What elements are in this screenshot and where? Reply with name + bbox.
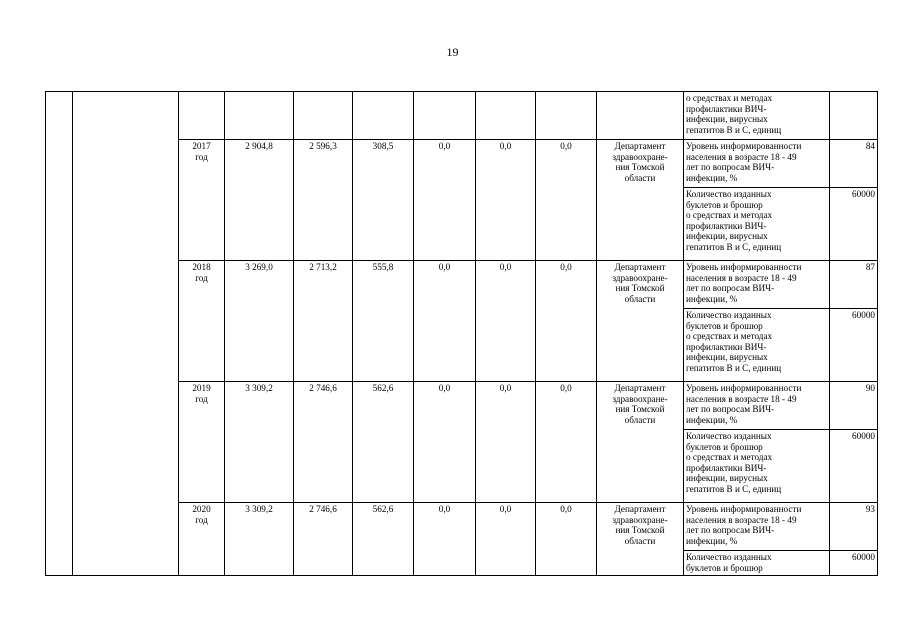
funding-cell: 0,0: [536, 382, 597, 503]
funding-cell: 308,5: [353, 140, 414, 261]
indicator-text: о средствах и методах профилактики ВИЧ- инфекции, вирусных гепатитов В и С, единиц: [684, 92, 830, 140]
executor-cell: Департамент здравоохране- ния Томской области: [597, 503, 684, 576]
table-row-continuation: [46, 92, 878, 140]
funding-cell: 0,0: [536, 261, 597, 382]
funding-cell: [294, 92, 353, 140]
funding-cell: 555,8: [353, 261, 414, 382]
funding-cell: 0,0: [476, 382, 536, 503]
indicator-text: Уровень информированности населения в возрасте 18 - 49 лет по вопросам ВИЧ- инфекции, %: [684, 503, 830, 551]
page-number: 19: [446, 45, 459, 59]
executor-cell: Департамент здравоохране- ния Томской области: [597, 261, 684, 382]
task-name-cell: [73, 92, 179, 576]
indicator-value: 87: [830, 261, 878, 309]
total-cell: [225, 92, 294, 140]
indicator-value: 60000: [830, 430, 878, 503]
year-cell: 2020 год: [179, 503, 225, 576]
funding-cell: 0,0: [414, 503, 476, 576]
funding-cell: 0,0: [414, 261, 476, 382]
total-cell: 2 904,8: [225, 140, 294, 261]
executor-cell: [597, 92, 684, 140]
year-cell: 2017 год: [179, 140, 225, 261]
funding-cell: 0,0: [476, 140, 536, 261]
indicator-value: 93: [830, 503, 878, 551]
year-cell: 2019 год: [179, 382, 225, 503]
funding-cell: 2 746,6: [294, 382, 353, 503]
funding-cell: 0,0: [414, 382, 476, 503]
indicator-text: Количество изданных буклетов и брошюр о средствах и методах профилактики ВИЧ- инфекции, вирусных гепатитов В и С, единиц: [684, 430, 830, 503]
indicator-text: Количество изданных буклетов и брошюр: [684, 551, 830, 576]
executor-cell: Департамент здравоохране- ния Томской области: [597, 140, 684, 261]
indicator-text: Количество изданных буклетов и брошюр о средствах и методах профилактики ВИЧ- инфекции, вирусных гепатитов В и С, единиц: [684, 309, 830, 382]
table-body: [46, 92, 878, 576]
indicator-value: 60000: [830, 188, 878, 261]
indicator-text: Уровень информированности населения в возрасте 18 - 49 лет по вопросам ВИЧ- инфекции, %: [684, 382, 830, 430]
funding-cell: [414, 92, 476, 140]
year-cell: 2018 год: [179, 261, 225, 382]
indicator-text: Уровень информированности населения в возрасте 18 - 49 лет по вопросам ВИЧ- инфекции, %: [684, 140, 830, 188]
funding-cell: 0,0: [476, 503, 536, 576]
funding-cell: 2 746,6: [294, 503, 353, 576]
funding-cell: 562,6: [353, 503, 414, 576]
funding-cell: [353, 92, 414, 140]
indicator-value: 84: [830, 140, 878, 188]
indicator-value: 60000: [830, 309, 878, 382]
funding-cell: 0,0: [536, 503, 597, 576]
row-number-cell: [46, 92, 73, 576]
funding-cell: [476, 92, 536, 140]
funding-cell: 0,0: [414, 140, 476, 261]
total-cell: 3 309,2: [225, 503, 294, 576]
funding-cell: [536, 92, 597, 140]
funding-cell: 562,6: [353, 382, 414, 503]
total-cell: 3 309,2: [225, 382, 294, 503]
funding-cell: 0,0: [476, 261, 536, 382]
indicator-text: Количество изданных буклетов и брошюр о средствах и методах профилактики ВИЧ- инфекции, вирусных гепатитов В и С, единиц: [684, 188, 830, 261]
program-table: [45, 91, 878, 576]
funding-cell: 2 713,2: [294, 261, 353, 382]
indicator-value: [830, 92, 878, 140]
funding-cell: 2 596,3: [294, 140, 353, 261]
total-cell: 3 269,0: [225, 261, 294, 382]
funding-cell: 0,0: [536, 140, 597, 261]
executor-cell: Департамент здравоохране- ния Томской области: [597, 382, 684, 503]
year-cell: [179, 92, 225, 140]
indicator-text: Уровень информированности населения в возрасте 18 - 49 лет по вопросам ВИЧ- инфекции, %: [684, 261, 830, 309]
indicator-value: 60000: [830, 551, 878, 576]
indicator-value: 90: [830, 382, 878, 430]
